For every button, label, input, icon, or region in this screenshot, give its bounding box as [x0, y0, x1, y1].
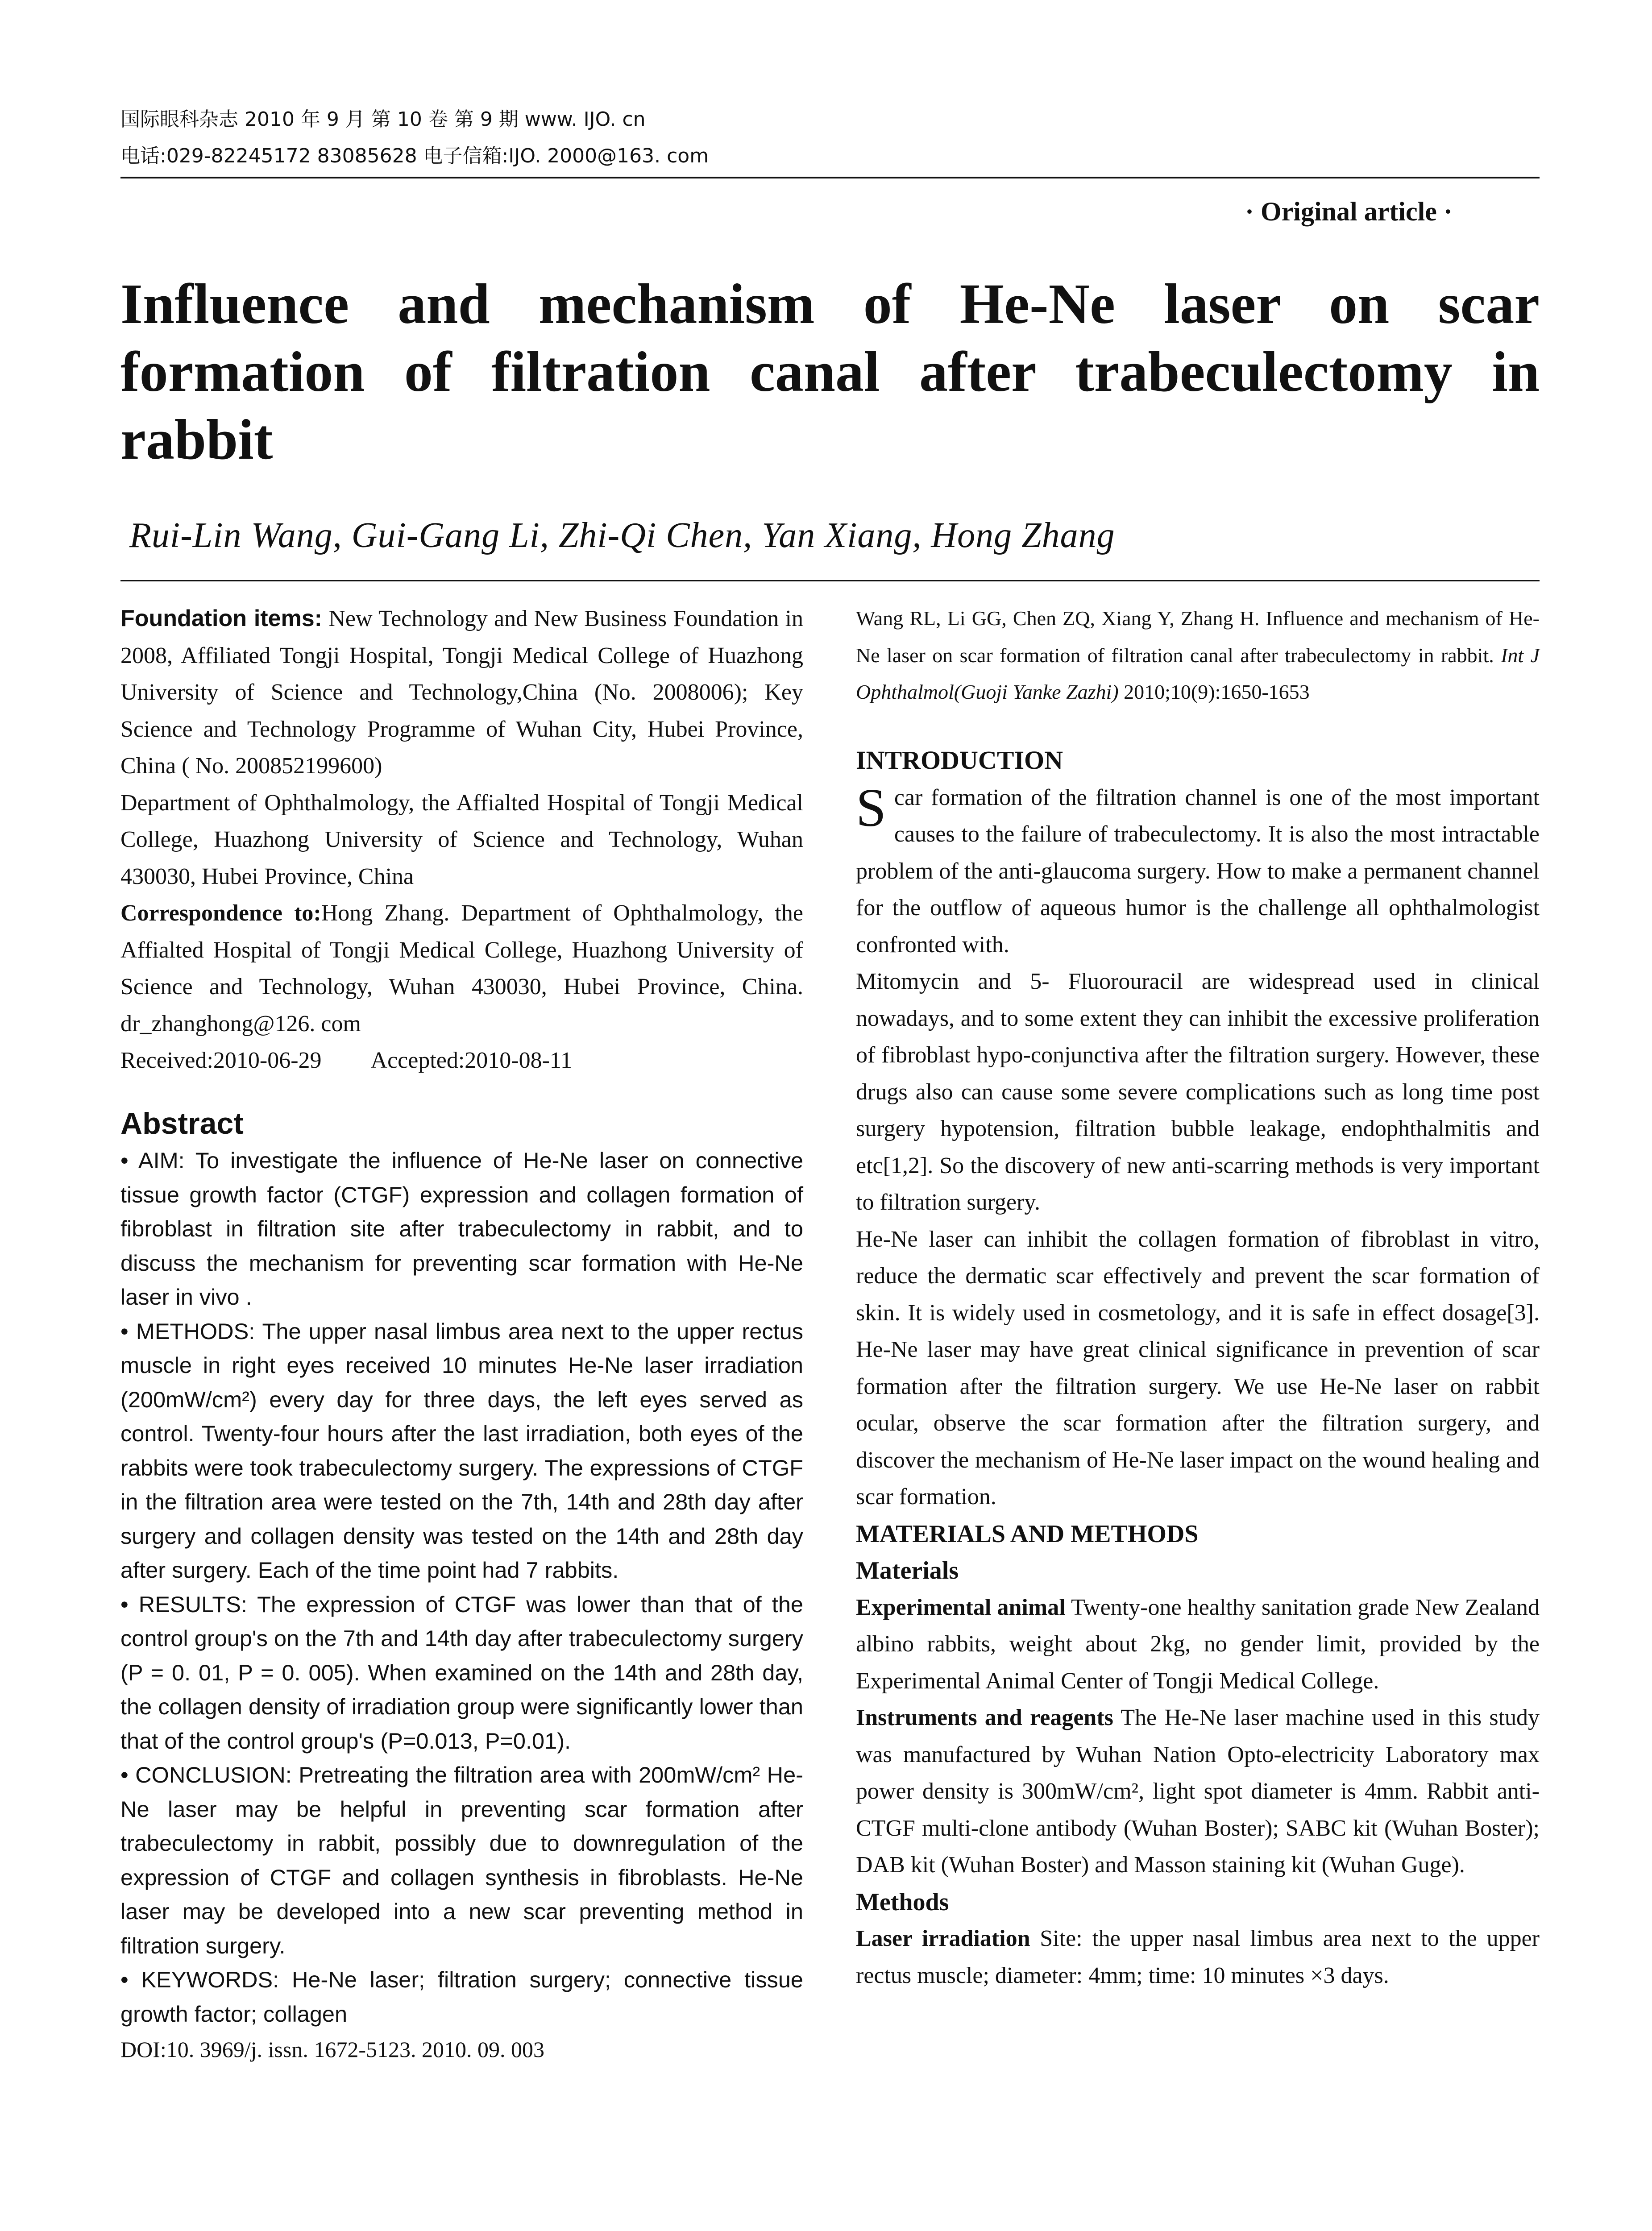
foundation-label: Foundation items: — [120, 605, 322, 631]
abstract-body — [120, 1144, 803, 2031]
methods-heading: Methods — [856, 1888, 949, 1916]
materials-heading: Materials — [856, 1557, 959, 1584]
abstract-heading: Abstract — [120, 1106, 244, 1140]
abstract-results: • RESULTS: The expression of CTGF was lower than that of the control group's on the 7th and 14th day after trabeculectomy surgery (P = 0. 01, P = 0. 005). When examined on the 14th and 28th day, the collagen density of irradiation group were significantly lower than that of the control group's (P=0.013, P=0.01). — [120, 1591, 803, 1754]
citation-journal: Int J Ophthalmol(Guoji Yanke Zazhi) — [856, 643, 1540, 703]
correspondence — [120, 895, 803, 1042]
instruments-label: Instruments and reagents — [856, 1705, 1113, 1730]
department: Department of Ophthalmology, the Affialted Hospital of Tongji Medical College, Huazhong University of Science and Technology, Wuhan 430030, Hubei Province, China — [120, 790, 803, 889]
abstract-conclusion: • CONCLUSION: Pretreating the filtration area with 200mW/cm² He-Ne laser may be helpful in preventing scar formation after trabeculectomy in rabbit, possibly due to downregulation of the expression of CTGF and collagen synthesis in fibroblasts. He-Ne laser may be developed into a new scar preventing method in filtration surgery. — [120, 1762, 803, 1958]
correspondence-text: Hong Zhang. Department of Ophthalmology, the Affialted Hospital of Tongji Medical College, Huazhong University of Science and Technology, Wuhan 430030, Hubei Province, China. dr_zhanghong@126. com — [120, 900, 803, 1037]
foundation-text: New Technology and New Business Foundation in 2008, Affiliated Tongji Hospital, Tongji Medical College of Huazhong University of Science and Technology,China (No. 2008006); Key Science and Technology Programme of Wuhan City, Hubei Province, China ( No. 200852199600) — [120, 606, 804, 779]
header-rule — [120, 177, 1540, 178]
citation — [856, 600, 1540, 711]
authors-rule — [120, 580, 1540, 581]
instruments-reagents — [856, 1700, 1540, 1884]
journal-header-line1: 国际眼科杂志 2010 年 9 月 第 10 卷 第 9 期 www. IJO. cn — [120, 108, 646, 131]
article-type-label: · Original article · — [1245, 197, 1453, 226]
laser-irradiation — [856, 1920, 1540, 1994]
author-list: Rui-Lin Wang, Gui-Gang Li, Zhi-Qi Chen, Yan Xiang, Hong Zhang — [129, 516, 1115, 555]
abstract-keywords: • KEYWORDS: He-Ne laser; filtration surgery; connective tissue growth factor; collagen — [120, 1967, 803, 2027]
received-date: Received:2010-06-29 — [120, 1048, 322, 1073]
left-column — [120, 600, 803, 2068]
laser-irradiation-text: Site: the upper nasal limbus area next to the upper rectus muscle; diameter: 4mm; time: 10 minutes ×3 days. — [856, 1926, 1540, 1988]
foundation-items — [120, 600, 803, 785]
intro-paragraph-2: Mitomycin and 5- Fluorouracil are widespread used in clinical nowadays, and to some extent they can inhibit the excessive proliferation of fibroblast hypo-conjunctiva after the filtration surgery. However, these drugs also can cause some severe complications such as long time post surgery hypotension, filtration bubble leakage, endophthalmitis and etc[1,2]. So the discovery of new anti-scarring methods is very important to filtration surgery. — [856, 969, 1540, 1215]
experimental-animal-label: Experimental animal — [856, 1594, 1066, 1620]
correspondence-label: Correspondence to: — [120, 900, 321, 926]
intro-paragraph-3: He-Ne laser can inhibit the collagen formation of fibroblast in vitro, reduce the dermatic scar effectively and prevent the scar formation of skin. It is widely used in cosmetology, and it is safe in effect dosage[3]. He-Ne laser may have great clinical significance in prevention of scar formation after the filtration surgery. We use He-Ne laser on rabbit ocular, observe the scar formation after the filtration surgery, and discover the mechanism of He-Ne laser impact on the wound healing and scar formation. — [856, 1226, 1540, 1509]
doi: DOI:10. 3969/j. issn. 1672-5123. 2010. 09. 003 — [120, 2037, 544, 2062]
article-title — [120, 270, 1540, 473]
received-accepted — [120, 1042, 803, 1079]
experimental-animal-text: Twenty-one healthy sanitation grade New Zealand albino rabbits, weight about 2kg, no gender limit, provided by the Experimental Animal Center of Tongji Medical College. — [856, 1594, 1540, 1694]
materials-methods-heading: MATERIALS AND METHODS — [856, 1520, 1199, 1548]
instruments-text: The He-Ne laser machine used in this study was manufactured by Wuhan Nation Opto-electricity Laboratory max power density is 300mW/cm², light spot diameter is 4mm. Rabbit anti-CTGF multi-clone antibody (Wuhan Boster); SABC kit (Wuhan Boster); DAB kit (Wuhan Boster) and Masson staining kit (Wuhan Guge). — [856, 1705, 1540, 1878]
title-line-3: rabbit — [120, 408, 273, 471]
intro-p1-text: car formation of the filtration channel is one of the most important causes to the failure of trabeculectomy. It is also the most intractable problem of the anti-glaucoma surgery. How to make a permanent channel for the outflow of aqueous humor is the challenge all ophthalmologist confronted with. — [856, 784, 1540, 958]
intro-paragraph-1 — [856, 777, 1540, 964]
introduction-heading: INTRODUCTION — [856, 745, 1063, 775]
citation-pages: 2010;10(9):1650-1653 — [1118, 680, 1310, 703]
abstract-methods: • METHODS: The upper nasal limbus area next to the upper rectus muscle in right eyes received 10 minutes He-Ne laser irradiation (200mW/cm²) every day for three days, the left eyes served as control. Twenty-four hours after the last irradiation, both eyes of the rabbits were took trabeculectomy surgery. The expressions of CTGF in the filtration area were tested on the 7th, 14th and 28th day after surgery and collagen density was tested on the 14th and 28th day after surgery. Each of the time point had 7 rabbits. — [120, 1318, 803, 1583]
right-column — [856, 600, 1540, 1994]
journal-header-line2: 电话:029-82245172 83085628 电子信箱:IJO. 2000@163. com — [120, 145, 709, 167]
dropcap-letter: S — [856, 777, 886, 838]
accepted-date: Accepted:2010-08-11 — [370, 1048, 573, 1073]
laser-irradiation-label: Laser irradiation — [856, 1926, 1030, 1951]
experimental-animal — [856, 1589, 1540, 1700]
title-line-1: Influence and mechanism of He-Ne laser on scar — [120, 272, 1540, 336]
abstract-aim: • AIM: To investigate the influence of He-Ne laser on connective tissue growth factor (CTGF) expression and collagen formation of fibroblast in filtration site after trabeculectomy in rabbit, and to discuss the mechanism for preventing scar formation with He-Ne laser in vivo . — [120, 1148, 803, 1310]
citation-text: Wang RL, Li GG, Chen ZQ, Xiang Y, Zhang H. Influence and mechanism of He-Ne laser on scar formation of filtration canal after trabeculectomy in rabbit. — [856, 607, 1540, 667]
title-line-2: formation of filtration canal after trabeculectomy in — [120, 340, 1540, 403]
